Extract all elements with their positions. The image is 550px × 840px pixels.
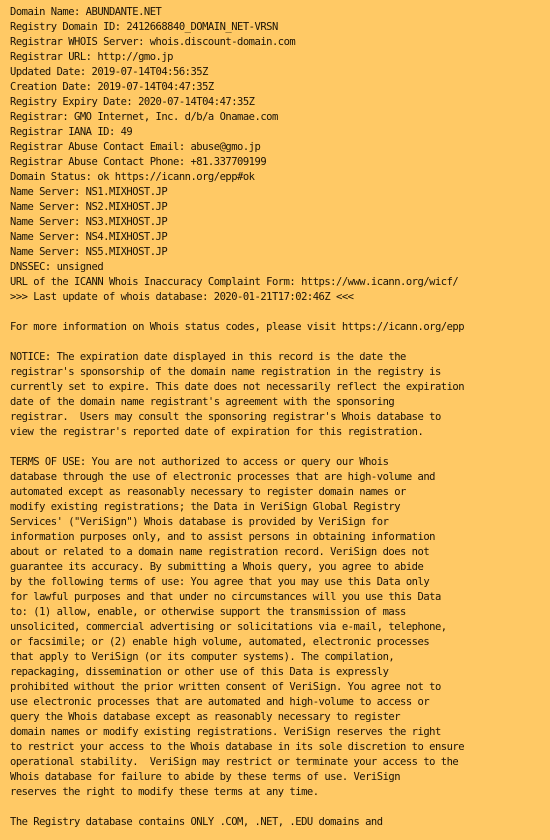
whois-line: Domain Status: ok https://icann.org/epp#ok — [10, 171, 255, 183]
whois-line: currently set to expire. This date does not necessarily reflect the expiration — [10, 381, 465, 393]
whois-line: Name Server: NS3.MIXHOST.JP — [10, 216, 168, 228]
whois-line: TERMS OF USE: You are not authorized to access or query our Whois — [10, 456, 389, 468]
whois-line: Whois database for failure to abide by these terms of use. VeriSign — [10, 771, 401, 783]
whois-line: prohibited without the prior written consent of VeriSign. You agree not to — [10, 681, 441, 693]
whois-line: view the registrar's reported date of expiration for this registration. — [10, 426, 424, 438]
whois-line: URL of the ICANN Whois Inaccuracy Complaint Form: https://www.icann.org/wicf/ — [10, 276, 459, 288]
whois-line: to restrict your access to the Whois database in its sole discretion to ensure — [10, 741, 465, 753]
whois-line: Registrar URL: http://gmo.jp — [10, 51, 174, 63]
whois-line: Name Server: NS4.MIXHOST.JP — [10, 231, 168, 243]
whois-line: database through the use of electronic processes that are high-volume and — [10, 471, 435, 483]
whois-line: to: (1) allow, enable, or otherwise support the transmission of mass — [10, 606, 406, 618]
whois-line: that apply to VeriSign (or its computer systems). The compilation, — [10, 651, 395, 663]
whois-line: Domain Name: ABUNDANTE.NET — [10, 6, 162, 18]
whois-line: use electronic processes that are automated and high-volume to access or — [10, 696, 430, 708]
blank-line — [10, 440, 540, 455]
whois-line: Registrar IANA ID: 49 — [10, 126, 133, 138]
whois-line: automated except as reasonably necessary to register domain names or — [10, 486, 406, 498]
whois-line: Services' ("VeriSign") Whois database is provided by VeriSign for — [10, 516, 389, 528]
whois-line: repackaging, dissemination or other use of this Data is expressly — [10, 666, 389, 678]
whois-line: Registry Expiry Date: 2020-07-14T04:47:35Z — [10, 96, 255, 108]
whois-line: >>> Last update of whois database: 2020-01-21T17:02:46Z <<< — [10, 291, 354, 303]
whois-line: modify existing registrations; the Data in VeriSign Global Registry — [10, 501, 401, 513]
whois-line: The Registry database contains ONLY .COM, .NET, .EDU domains and — [10, 816, 383, 828]
whois-line: Name Server: NS2.MIXHOST.JP — [10, 201, 168, 213]
whois-line: Registrar Abuse Contact Phone: +81.337709199 — [10, 156, 267, 168]
whois-line: domain names or modify existing registrations. VeriSign reserves the right — [10, 726, 441, 738]
whois-line: Registrar WHOIS Server: whois.discount-domain.com — [10, 36, 296, 48]
whois-line: query the Whois database except as reasonably necessary to register — [10, 711, 401, 723]
whois-line: Registrar Abuse Contact Email: abuse@gmo.jp — [10, 141, 261, 153]
whois-line: Creation Date: 2019-07-14T04:47:35Z — [10, 81, 214, 93]
whois-line: Registry Domain ID: 2412668840_DOMAIN_NET-VRSN — [10, 21, 278, 33]
whois-line: operational stability. VeriSign may restrict or terminate your access to the — [10, 756, 459, 768]
blank-line — [10, 335, 540, 350]
whois-line: DNSSEC: unsigned — [10, 261, 104, 273]
whois-line: Registrar: GMO Internet, Inc. d/b/a Onamae.com — [10, 111, 278, 123]
whois-line: for lawful purposes and that under no circumstances will you use this Data — [10, 591, 441, 603]
whois-line: or facsimile; or (2) enable high volume, automated, electronic processes — [10, 636, 430, 648]
whois-line: about or related to a domain name registration record. VeriSign does not — [10, 546, 430, 558]
whois-line: NOTICE: The expiration date displayed in this record is the date the — [10, 351, 406, 363]
whois-line: registrar's sponsorship of the domain name registration in the registry is — [10, 366, 441, 378]
whois-line: Name Server: NS5.MIXHOST.JP — [10, 246, 168, 258]
blank-line — [10, 800, 540, 815]
whois-line: information purposes only, and to assist persons in obtaining information — [10, 531, 435, 543]
whois-line: by the following terms of use: You agree that you may use this Data only — [10, 576, 430, 588]
whois-line: unsolicited, commercial advertising or solicitations via e-mail, telephone, — [10, 621, 447, 633]
whois-line: For more information on Whois status codes, please visit https://icann.org/epp — [10, 321, 465, 333]
whois-line: Name Server: NS1.MIXHOST.JP — [10, 186, 168, 198]
blank-line — [10, 305, 540, 320]
whois-line: Updated Date: 2019-07-14T04:56:35Z — [10, 66, 208, 78]
whois-line: registrar. Users may consult the sponsoring registrar's Whois database to — [10, 411, 441, 423]
whois-line: reserves the right to modify these terms at any time. — [10, 786, 319, 798]
whois-line: date of the domain name registrant's agreement with the sponsoring — [10, 396, 395, 408]
whois-line: guarantee its accuracy. By submitting a Whois query, you agree to abide — [10, 561, 424, 573]
